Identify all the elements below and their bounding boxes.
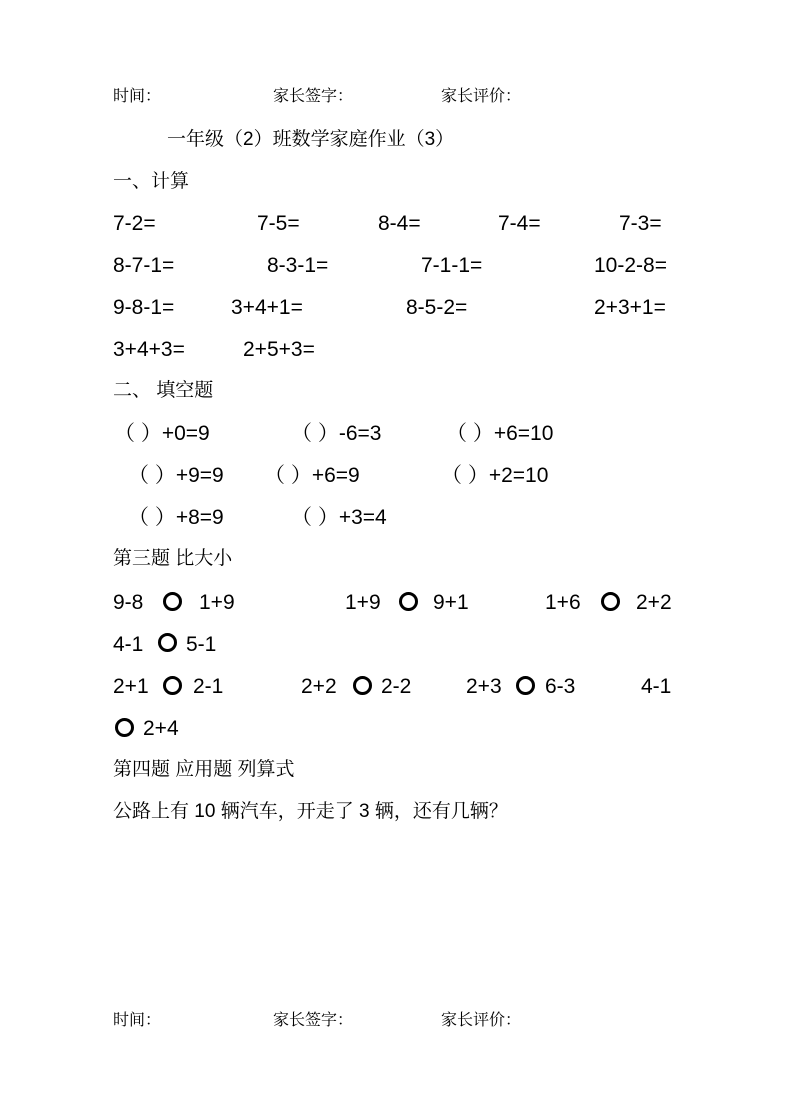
compare-circle-icon	[163, 592, 182, 611]
compare-circle-icon	[158, 633, 177, 652]
compare-circle-icon	[115, 718, 134, 737]
header-sign-label: 家长签字：	[273, 88, 354, 105]
compare-expr: 9-8	[113, 591, 144, 614]
calc-item: 2+3+1=	[594, 296, 666, 319]
compare-expr: 1+9	[199, 591, 235, 614]
section4-heading: 第四题 应用题 列算式	[113, 759, 295, 780]
calc-item: 7-5=	[257, 212, 300, 235]
footer-time-label: 时间：	[113, 1012, 162, 1029]
section3-heading: 第三题 比大小	[113, 548, 233, 569]
compare-expr: 2-2	[381, 675, 412, 698]
calc-item: 3+4+1=	[231, 296, 303, 319]
calc-item: 9-8-1=	[113, 296, 175, 319]
calc-item: 7-2=	[113, 212, 156, 235]
word-problem: 公路上有 10 辆汽车，开走了 3 辆，还有几辆？	[113, 801, 508, 822]
compare-expr: 2+2	[636, 591, 672, 614]
calc-item: 7-4=	[498, 212, 541, 235]
compare-circle-icon	[353, 676, 372, 695]
fill-item: （ ）+6=10	[446, 422, 554, 445]
compare-circle-icon	[399, 592, 418, 611]
compare-expr: 9+1	[433, 591, 469, 614]
compare-expr: 2+4	[143, 717, 179, 740]
compare-expr: 1+9	[345, 591, 381, 614]
fill-item: （ ）+8=9	[128, 506, 224, 529]
compare-expr: 5-1	[186, 633, 217, 656]
section1-heading: 一、计算	[113, 171, 190, 192]
fill-item: （ ）+0=9	[114, 422, 210, 445]
compare-expr: 2-1	[193, 675, 224, 698]
calc-item: 3+4+3=	[113, 338, 185, 361]
compare-expr: 2+2	[301, 675, 337, 698]
footer-sign-label: 家长签字：	[273, 1012, 354, 1029]
fill-item: （ ）+2=10	[441, 464, 549, 487]
compare-expr: 2+3	[466, 675, 502, 698]
compare-expr: 1+6	[545, 591, 581, 614]
compare-circle-icon	[163, 676, 182, 695]
header-eval-label: 家长评价：	[441, 88, 522, 105]
compare-expr: 6-3	[545, 675, 576, 698]
fill-item: （ ）+9=9	[128, 464, 224, 487]
footer-eval-label: 家长评价：	[441, 1012, 522, 1029]
fill-item: （ ）+6=9	[264, 464, 360, 487]
compare-circle-icon	[516, 676, 535, 695]
fill-item: （ ）-6=3	[291, 422, 382, 445]
calc-item: 7-3=	[619, 212, 662, 235]
fill-item: （ ）+3=4	[291, 506, 387, 529]
compare-expr: 4-1	[641, 675, 672, 698]
calc-item: 8-4=	[378, 212, 421, 235]
page-title: 一年级（2）班数学家庭作业（3）	[167, 129, 455, 150]
compare-expr: 4-1	[113, 633, 144, 656]
calc-item: 7-1-1=	[421, 254, 483, 277]
calc-item: 8-3-1=	[267, 254, 329, 277]
compare-expr: 2+1	[113, 675, 149, 698]
calc-item: 2+5+3=	[243, 338, 315, 361]
calc-item: 8-7-1=	[113, 254, 175, 277]
calc-item: 10-2-8=	[594, 254, 667, 277]
section2-heading: 二、 填空题	[113, 380, 214, 401]
compare-circle-icon	[601, 592, 620, 611]
header-time-label: 时间：	[113, 88, 162, 105]
calc-item: 8-5-2=	[406, 296, 468, 319]
